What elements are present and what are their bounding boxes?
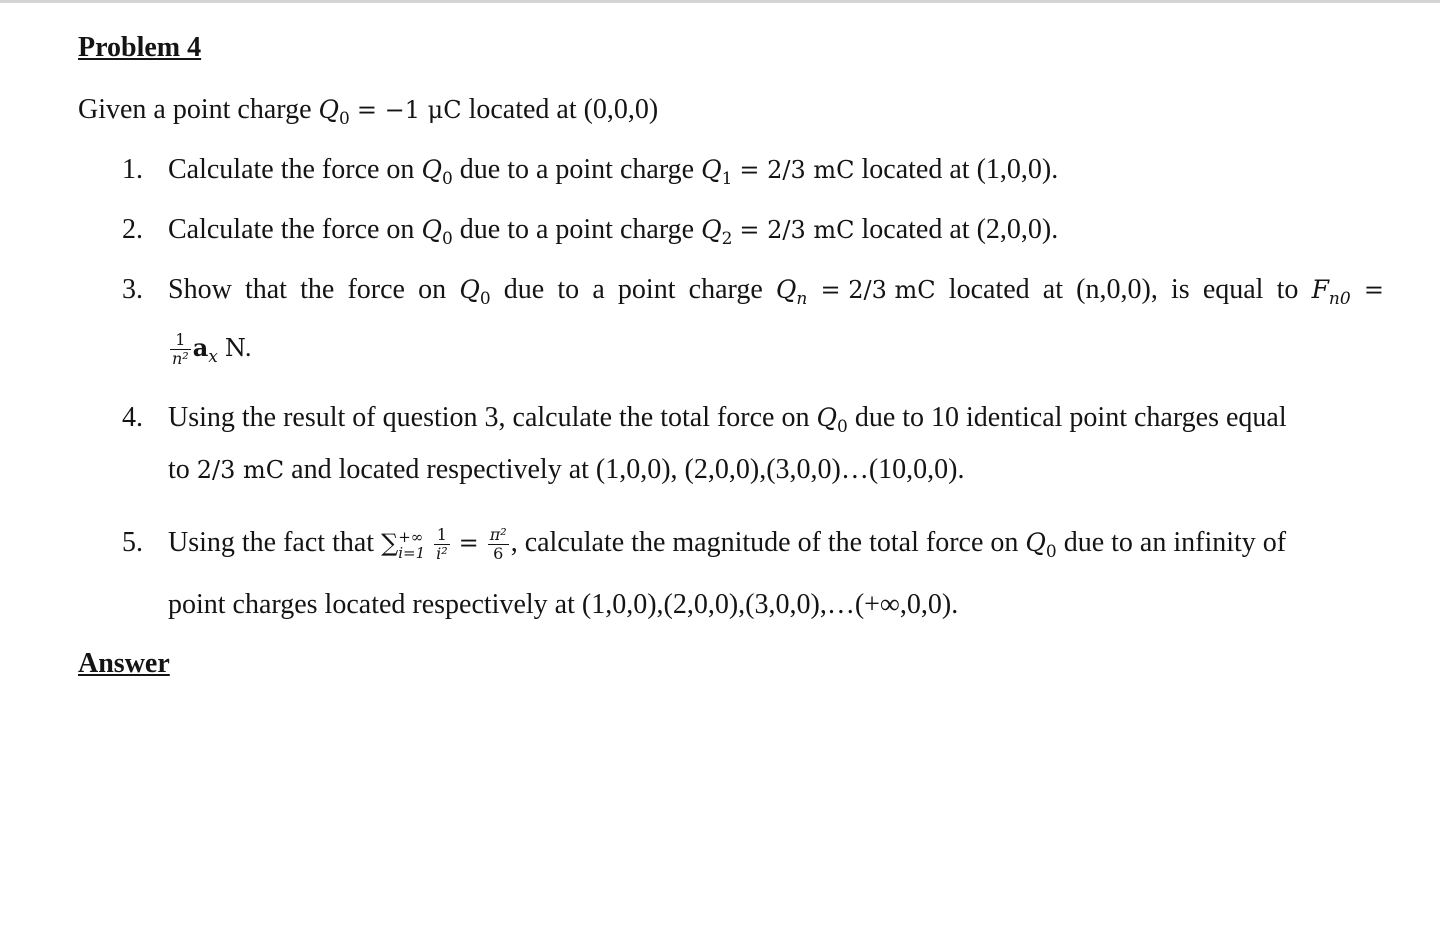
question-5-comma: , bbox=[510, 527, 518, 558]
question-3-word: at bbox=[1042, 274, 1064, 305]
question-2-number: 2. bbox=[122, 214, 143, 245]
question-3-word: due bbox=[503, 274, 545, 305]
intro-charge-value: = −1 μC bbox=[356, 96, 462, 124]
question-3-force-letter: F bbox=[1311, 275, 1329, 304]
question-3-word: located bbox=[948, 274, 1030, 305]
question-4-line-2-rest: and located respectively at (1,0,0), (2,0,0),(3,0,0)…(10,0,0). bbox=[291, 454, 965, 485]
question-3-force-symbol bbox=[1312, 272, 1351, 317]
question-1-q0 bbox=[421, 155, 453, 189]
question-3-q-letter: Q bbox=[775, 275, 797, 304]
question-2-line bbox=[168, 212, 1058, 257]
intro-location: located at (0,0,0) bbox=[468, 94, 659, 125]
question-3-equals: = bbox=[1363, 276, 1384, 304]
question-4-value: 2/3 mC bbox=[196, 456, 285, 484]
question-5-q0-subscript: 0 bbox=[1045, 542, 1057, 562]
question-1-number: 1. bbox=[122, 154, 143, 185]
question-2-q-subscript: 2 bbox=[721, 229, 733, 249]
intro-charge-symbol bbox=[318, 95, 350, 129]
question-1-value: = 2/3 mC bbox=[739, 156, 855, 184]
question-5-line-1 bbox=[168, 525, 1286, 570]
question-3-word: charge bbox=[688, 274, 763, 305]
question-2-text-after: located at (2,0,0). bbox=[861, 214, 1059, 245]
answer-heading: Answer bbox=[78, 648, 170, 679]
question-5-line-2: point charges located respectively at (1,0,0),(2,0,0),(3,0,0),…(+∞,0,0). bbox=[168, 589, 959, 620]
question-5-fraction-1-denominator: i² bbox=[436, 544, 448, 564]
question-4-number: 4. bbox=[122, 402, 143, 433]
question-1-q bbox=[701, 155, 733, 189]
question-2-q0-subscript: 0 bbox=[441, 229, 453, 249]
question-2-q-letter: Q bbox=[701, 215, 722, 244]
question-3-fraction-denominator: n² bbox=[172, 349, 189, 369]
question-4-q0-subscript: 0 bbox=[836, 417, 848, 437]
question-1-q0-letter: Q bbox=[421, 155, 442, 184]
question-2-q bbox=[701, 215, 733, 249]
intro-text: Given a point charge bbox=[78, 94, 312, 125]
question-4-line-2 bbox=[168, 452, 965, 488]
question-3-word: on bbox=[418, 274, 447, 305]
question-4-q0 bbox=[816, 403, 848, 437]
question-3-value: = 2/3 mC bbox=[820, 276, 936, 304]
question-3-word: the bbox=[300, 274, 335, 305]
question-2-text-before: Calculate the force on bbox=[168, 214, 415, 245]
question-5-equals: = bbox=[458, 529, 479, 557]
question-5-sum-upper: +∞ bbox=[398, 527, 424, 546]
question-3-word: Show bbox=[168, 274, 232, 305]
question-5-q0 bbox=[1025, 528, 1057, 562]
question-2-q0-letter: Q bbox=[421, 215, 442, 244]
question-3-q bbox=[776, 272, 807, 317]
question-3-unit: N. bbox=[224, 334, 252, 362]
top-border bbox=[0, 0, 1440, 3]
question-3-q-subscript: n bbox=[796, 289, 808, 309]
question-5-fraction-1 bbox=[434, 526, 450, 563]
question-5-number: 5. bbox=[122, 527, 143, 558]
intro-charge-letter: Q bbox=[318, 95, 340, 124]
question-5-fraction-2 bbox=[488, 526, 509, 563]
question-5-fraction-2-denominator: 6 bbox=[493, 544, 504, 564]
question-3-word: (n,0,0), bbox=[1076, 274, 1158, 305]
question-5-q0-letter: Q bbox=[1025, 528, 1046, 557]
question-3-line-2 bbox=[168, 330, 252, 375]
question-2-value: = 2/3 mC bbox=[739, 216, 855, 244]
question-3-line-1 bbox=[168, 272, 1384, 317]
question-3-word: that bbox=[244, 274, 287, 305]
question-4-line-1 bbox=[168, 400, 1287, 445]
question-3-word: to bbox=[1276, 274, 1299, 305]
question-1-text-before: Calculate the force on bbox=[168, 154, 415, 185]
question-3-fraction-numerator: 1 bbox=[170, 331, 191, 350]
question-1-q-subscript: 1 bbox=[721, 169, 733, 189]
question-1-q-letter: Q bbox=[701, 155, 722, 184]
question-1-q0-subscript: 0 bbox=[441, 169, 453, 189]
question-4-q0-letter: Q bbox=[816, 403, 837, 432]
question-3-word: is bbox=[1170, 274, 1190, 305]
question-5-fraction-2-numerator: π² bbox=[489, 525, 507, 545]
question-5-sum-limits bbox=[398, 529, 425, 561]
question-3-word: point bbox=[617, 274, 676, 305]
question-5-text-end: due to an infinity of bbox=[1063, 527, 1287, 558]
question-5-sum-symbol: ∑ bbox=[381, 529, 399, 557]
question-3-force-subscript: n0 bbox=[1328, 289, 1351, 309]
question-4-line-2-lead: to bbox=[168, 454, 190, 485]
question-5-text-after: calculate the magnitude of the total force on bbox=[524, 527, 1019, 558]
problem-heading: Problem 4 bbox=[78, 32, 202, 63]
question-3-fraction bbox=[170, 331, 191, 368]
question-3-vector-subscript: x bbox=[208, 347, 218, 367]
question-3-word: to bbox=[557, 274, 580, 305]
problem-intro bbox=[78, 92, 658, 137]
question-1-text-after: located at (1,0,0). bbox=[861, 154, 1059, 185]
question-5-fraction-1-numerator: 1 bbox=[434, 526, 450, 545]
question-1-text-mid: due to a point charge bbox=[459, 154, 695, 185]
question-2-q0 bbox=[421, 215, 453, 249]
question-3-q0 bbox=[459, 272, 490, 317]
question-3-vector-letter: a bbox=[192, 333, 209, 362]
question-3-number: 3. bbox=[122, 274, 143, 305]
question-3-q0-letter: Q bbox=[459, 275, 480, 304]
question-3-unit-vector bbox=[192, 333, 218, 367]
question-5-text-before: Using the fact that bbox=[168, 527, 375, 558]
question-3-word: force bbox=[347, 274, 405, 305]
question-3-q0-subscript: 0 bbox=[479, 289, 491, 309]
question-1-line bbox=[168, 152, 1058, 197]
intro-charge-subscript: 0 bbox=[339, 109, 350, 129]
question-4-text-before: Using the result of question 3, calculate the total force on bbox=[168, 402, 810, 433]
question-3-word: a bbox=[592, 274, 605, 305]
question-5-sum-lower: i=1 bbox=[398, 543, 426, 562]
question-2-text-mid: due to a point charge bbox=[459, 214, 695, 245]
question-4-text-after: due to 10 identical point charges equal bbox=[854, 402, 1287, 433]
question-3-word: equal bbox=[1202, 274, 1264, 305]
